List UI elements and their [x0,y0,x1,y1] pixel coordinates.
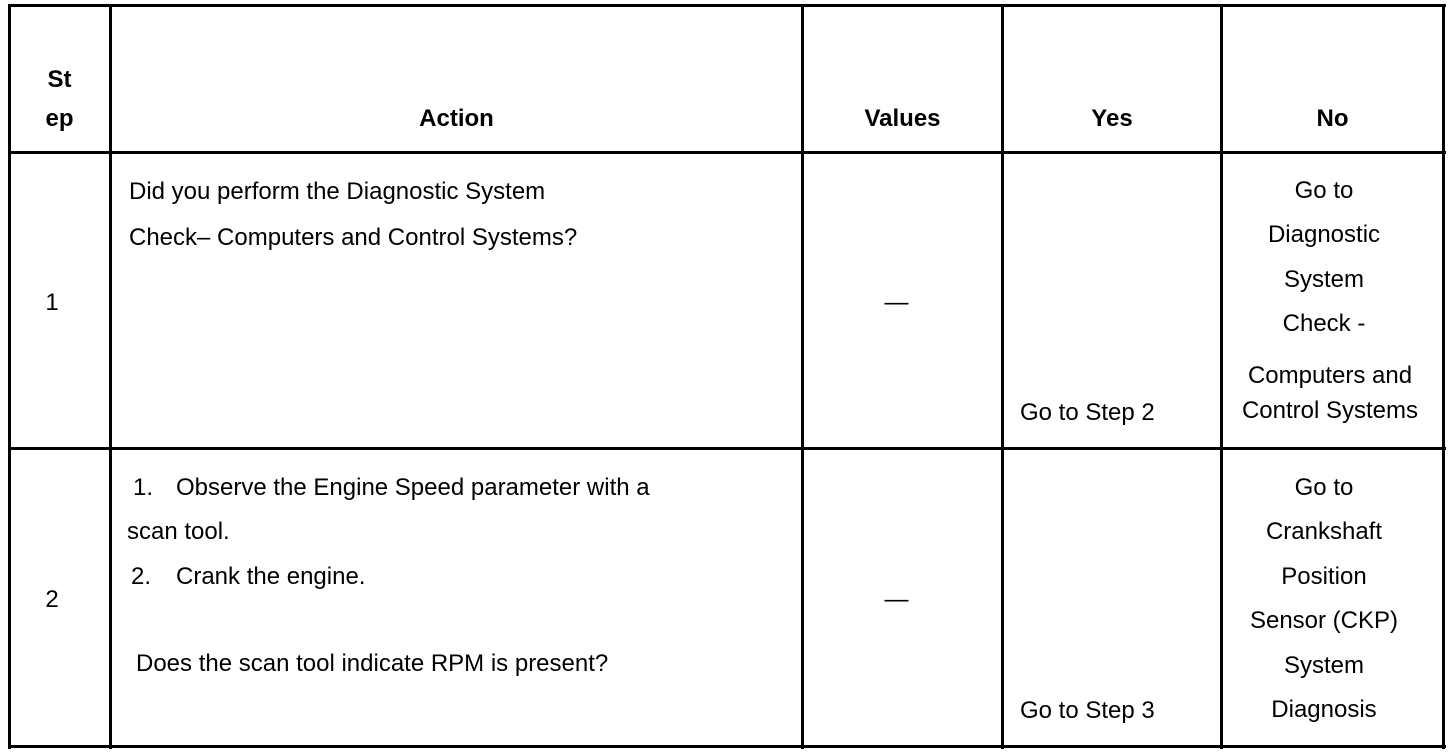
values-dash: — [884,289,909,316]
step-number: 2 [45,586,59,613]
action-text: Did you perform the Diagnostic System [129,178,546,205]
action-item-number: 2. [131,563,152,590]
no-text: Diagnosis [1271,696,1377,723]
header-yes: Yes [1091,105,1133,132]
header-action: Action [419,105,494,132]
no-text: Go to [1294,474,1354,501]
action-text: scan tool. [127,518,230,545]
no-text: System [1283,652,1364,679]
no-text: Check - [1282,310,1366,337]
no-text: Computers and [1247,362,1413,389]
step-number: 1 [45,289,59,316]
table-border-top [8,4,1446,7]
yes-text: Go to Step 2 [1020,399,1155,426]
no-text: Diagnostic [1267,221,1381,248]
table-border-bottom [8,745,1446,748]
action-text: Check– Computers and Control Systems? [129,224,578,251]
values-dash: — [884,586,909,613]
header-step-line1: St [47,66,72,93]
action-text: Observe the Engine Speed parameter with a [176,474,650,501]
header-no: No [1316,105,1349,132]
header-values: Values [864,105,941,132]
no-text: Position [1281,563,1367,590]
action-item-number: 1. [133,474,154,501]
no-text: Go to [1294,177,1354,204]
no-text: System [1283,266,1364,293]
no-text: Crankshaft [1265,518,1383,545]
row-divider [8,151,1446,154]
action-text: Crank the engine. [176,563,366,590]
no-text: Control Systems [1241,397,1419,424]
header-step-line2: ep [45,105,74,132]
yes-text: Go to Step 3 [1020,697,1155,724]
no-text: Sensor (CKP) [1249,607,1399,634]
table-border-left [8,4,11,749]
action-question: Does the scan tool indicate RPM is present? [136,650,609,677]
row-divider [8,447,1446,450]
